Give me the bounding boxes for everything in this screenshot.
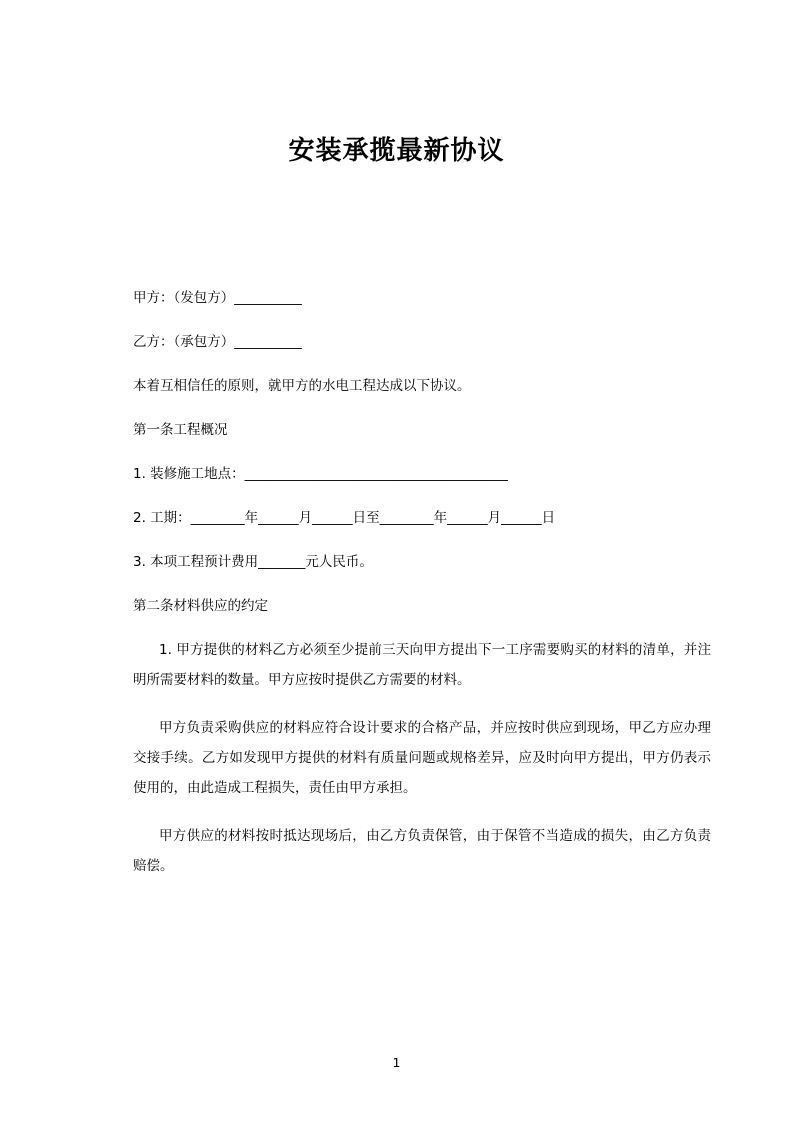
paragraph-article-2-item-2: 甲方负责采购供应的材料应符合设计要求的合格产品，并应按时供应到现场，甲乙方应办理交接手续。乙方如发现甲方提供的材料有质量问题或规格差异，应及时向甲方提出，甲方仍表示使用的，由此造成工程损失，责任由甲方承担。 [133, 720, 711, 796]
heading-article-1: 第一条工程概况 [133, 422, 228, 438]
paragraph-article-1-item-1: 1. 装修施工地点：_______________________________________ [133, 466, 508, 482]
page-title: 安装承揽最新协议 [288, 136, 505, 166]
paragraph-party-b: 乙方：（承包方）__________ [133, 334, 302, 350]
document-body [133, 283, 711, 899]
paragraph-party-a: 甲方：（发包方）__________ [133, 290, 302, 306]
paragraph-article-1-item-2: 2. 工期：________年______月______日至________年______月______日 [133, 510, 556, 526]
page-number: 1 [392, 1055, 401, 1070]
heading-article-2: 第二条材料供应的约定 [133, 598, 268, 614]
paragraph-article-1-item-3: 3. 本项工程预计费用_______元人民币。 [133, 554, 373, 570]
paragraph-article-2-item-1: 1. 甲方提供的材料乙方必须至少提前三天向甲方提出下一工序需要购买的材料的清单，并注明所需要材料的数量。甲方应按时提供乙方需要的材料。 [133, 642, 711, 688]
paragraph-article-2-item-3: 甲方供应的材料按时抵达现场后，由乙方负责保管，由于保管不当造成的损失，由乙方负责赔偿。 [133, 828, 711, 874]
paragraph-preamble: 本着互相信任的原则，就甲方的水电工程达成以下协议。 [133, 378, 471, 394]
